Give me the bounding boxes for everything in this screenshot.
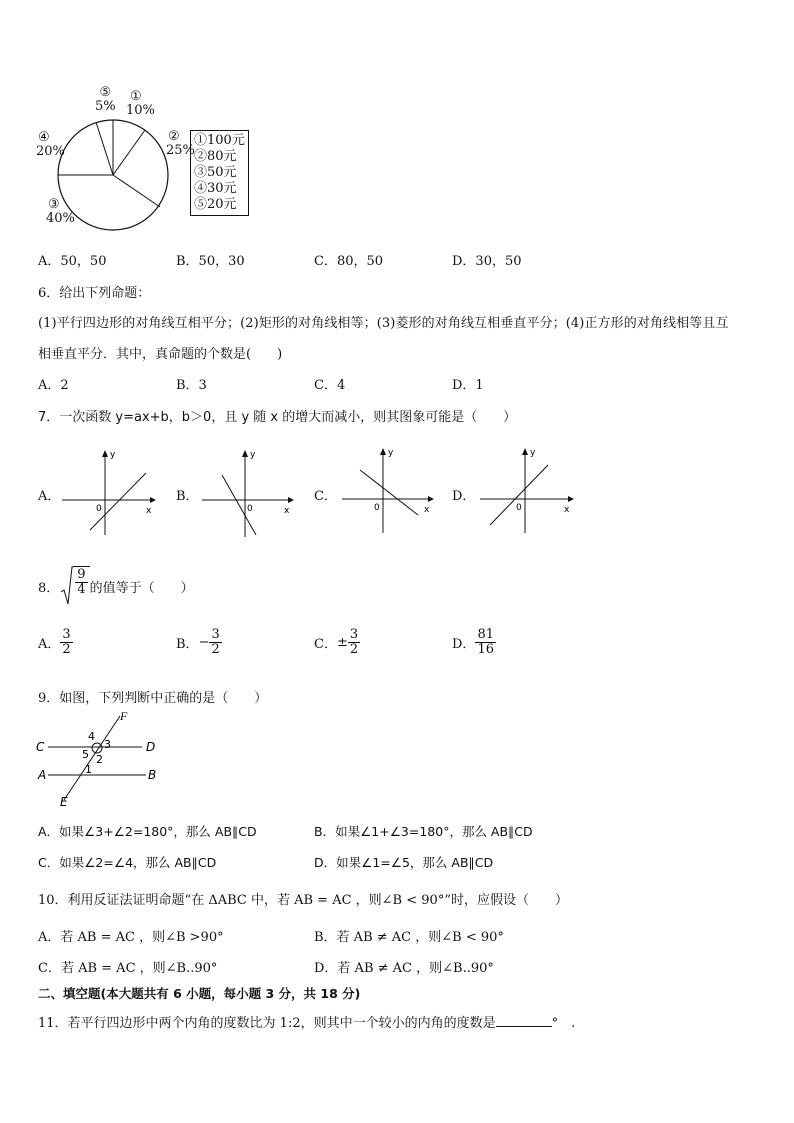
pie-legend: ①100元 ②80元 ③50元 ④30元 ⑤20元	[190, 130, 249, 216]
q8-option-c[interactable]: C． ± $\frac{3}{2}$	[314, 627, 359, 657]
q6-title: 6．给出下列命题：	[38, 286, 151, 301]
q7-a-origin: 0	[96, 504, 102, 514]
q9-angle-1: 1	[85, 763, 92, 776]
q9-option-a[interactable]: A．如果∠3+∠2=180°，那么 AB∥CD	[38, 824, 257, 839]
q7-graph-a	[60, 445, 160, 540]
q7-title: 7．一次函数 y=ax+b，b＞0，且 y 随 x 的增大而减小，则其图象可能是（ ）	[38, 410, 517, 425]
q9-option-d[interactable]: D．如果∠1=∠5，那么 AB∥CD	[314, 855, 494, 870]
q6-option-a[interactable]: A．2	[38, 378, 69, 393]
q9-label-d: D	[146, 740, 156, 754]
q7-b-origin: 0	[247, 504, 253, 514]
q9-angle-4: 4	[88, 730, 95, 743]
q7-d-origin: 0	[516, 503, 522, 513]
q7-option-c[interactable]: C．	[314, 489, 337, 504]
q7-a-y-label: y	[110, 450, 116, 460]
pie-label-3: ③ 40%	[46, 197, 75, 226]
q6-option-d[interactable]: D．1	[452, 378, 484, 393]
q8-option-d[interactable]: D． $\frac{81}{16}$	[452, 627, 494, 657]
q5-option-d[interactable]: D．30，50	[452, 254, 522, 269]
q8-sqrt	[61, 566, 89, 606]
q7-c-x-label: x	[424, 505, 430, 515]
q7-b-x-label: x	[284, 506, 290, 516]
q7-graph-c	[338, 443, 438, 538]
q5-option-a[interactable]: A．50，50	[38, 254, 107, 269]
q7-c-y-label: y	[388, 448, 394, 458]
pie-label-1: ① 10%	[126, 89, 155, 118]
q9-label-b: B	[148, 768, 157, 782]
q7-graph-d	[478, 443, 578, 538]
q5-option-b[interactable]: B．50，30	[176, 254, 245, 269]
q6-option-b[interactable]: B．3	[176, 378, 207, 393]
q6-option-c[interactable]: C．4	[314, 378, 346, 393]
q9-figure	[34, 708, 174, 808]
q10-option-c[interactable]: C．若 AB = AC ，则∠B..90°	[38, 961, 218, 976]
q10-option-d[interactable]: D．若 AB ≠ AC ，则∠B..90°	[314, 961, 494, 976]
pie-label-4: ④ 20%	[36, 130, 65, 159]
q10-title: 10．利用反证法证明命题“在 ΔABC 中，若 AB = AC ，则∠B < 90°”时，应假设（ ）	[38, 893, 568, 908]
q9-option-c[interactable]: C．如果∠2=∠4，那么 AB∥CD	[38, 855, 217, 870]
q7-b-y-label: y	[250, 450, 256, 460]
q11-answer-blank[interactable]	[496, 1014, 552, 1027]
q9-label-c: C	[36, 740, 45, 754]
q11-text: 11．若平行四边形中两个内角的度数比为 1:2，则其中一个较小的内角的度数是	[38, 1016, 496, 1031]
q9-angle-2: 2	[96, 753, 103, 766]
q8-option-a[interactable]: A． $\frac{3}{2}$	[38, 627, 71, 657]
q9-label-f: F	[120, 709, 128, 723]
q5-option-c[interactable]: C．80，50	[314, 254, 384, 269]
q11-line	[38, 1012, 575, 1031]
pie-label-2: ② 25%	[166, 129, 195, 158]
q8-stem	[38, 566, 194, 606]
q7-a-x-label: x	[146, 506, 152, 516]
q7-option-d[interactable]: D．	[452, 489, 476, 504]
q9-label-a: A	[38, 768, 47, 782]
q6-line-2: 相垂直平分．其中，真命题的个数是( )	[38, 347, 283, 362]
q11-tail: ° .	[551, 1016, 576, 1031]
q6-line-1: (1)平行四边形的对角线互相平分；(2)矩形的对角线相等；(3)菱形的对角线互相垂直平分；(4)正方形的对角线相等且互	[38, 316, 729, 331]
q7-option-a[interactable]: A．	[38, 489, 61, 504]
q8-radicand-num: 9	[77, 567, 86, 582]
q9-title: 9．如图，下列判断中正确的是（ ）	[38, 691, 268, 706]
q7-d-x-label: x	[564, 505, 570, 515]
q7-option-b[interactable]: B．	[176, 489, 199, 504]
q9-angle-3: 3	[104, 738, 111, 751]
q10-option-b[interactable]: B．若 AB ≠ AC ，则∠B < 90°	[314, 930, 504, 945]
q7-graph-b	[198, 445, 298, 540]
q8-radicand-den: 4	[77, 581, 86, 597]
q9-angle-5: 5	[82, 748, 89, 761]
section-2-heading: 二、填空题(本大题共有 6 小题，每小题 3 分，共 18 分)	[38, 986, 361, 1001]
pie-label-5: ⑤ 5%	[95, 85, 116, 114]
q9-option-b[interactable]: B．如果∠1+∠3=180°，那么 AB∥CD	[314, 824, 533, 839]
q8-option-b[interactable]: B． − $\frac{3}{2}$	[176, 627, 220, 657]
q8-suffix: 的值等于（ ）	[89, 580, 194, 596]
q7-c-origin: 0	[374, 503, 380, 513]
sqrt-sign-icon	[61, 566, 73, 606]
q8-prefix: 8．	[38, 580, 60, 596]
q9-label-e: E	[60, 795, 68, 808]
q10-option-a[interactable]: A．若 AB = AC ，则∠B >90°	[38, 930, 224, 945]
q7-d-y-label: y	[530, 448, 536, 458]
